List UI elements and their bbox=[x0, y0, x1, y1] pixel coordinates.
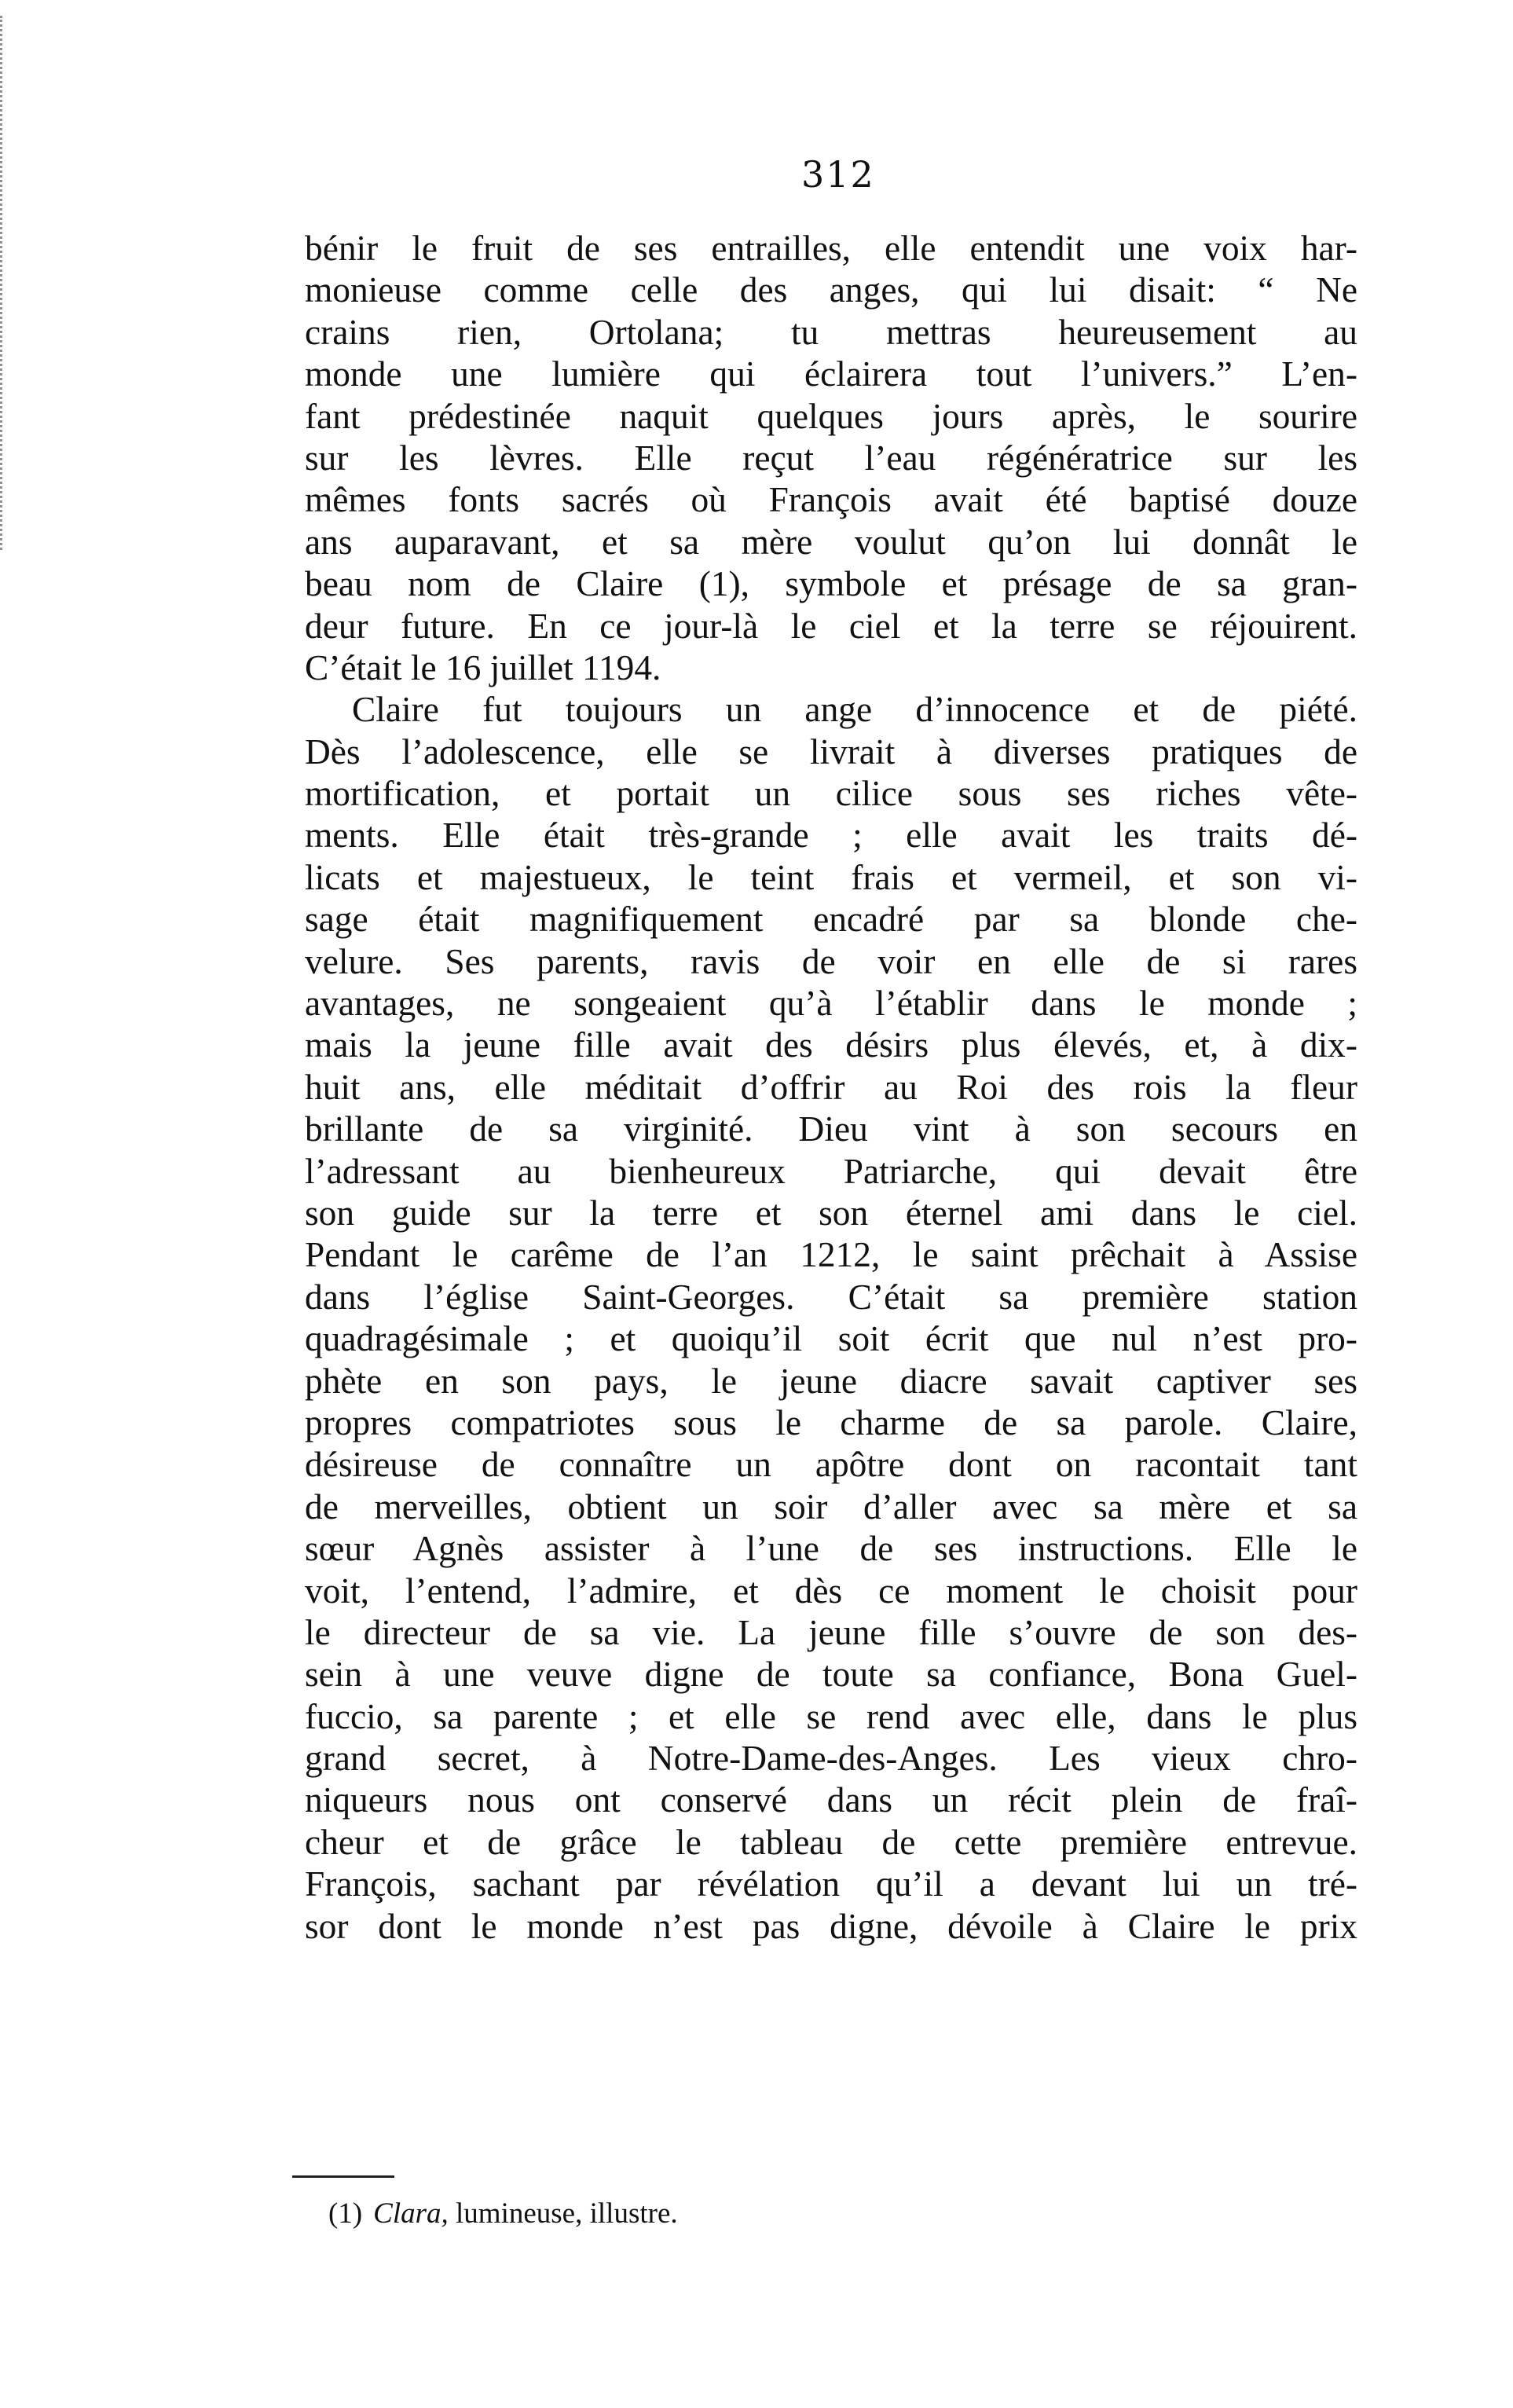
text-line: propres compatriotes sous le charme de sa parole. Claire, bbox=[305, 1402, 1357, 1442]
text-line: François, sachant par révélation qu’il a devant lui un tré- bbox=[305, 1864, 1357, 1904]
text-line: phète en son pays, le jeune diacre savait captiver ses bbox=[305, 1361, 1357, 1401]
text-line: velure. Ses parents, ravis de voir en elle de si rares bbox=[305, 941, 1357, 981]
page-number: 312 bbox=[801, 153, 875, 196]
footnote-divider bbox=[292, 2175, 394, 2178]
body-text bbox=[305, 228, 1357, 1948]
text-line: grand secret, à Notre-Dame-des-Anges. Les vieux chro- bbox=[305, 1739, 1357, 1779]
text-line: Dès l’adolescence, elle se livrait à diverses pratiques de bbox=[305, 731, 1357, 772]
text-line: C’était le 16 juillet 1194. bbox=[305, 647, 661, 687]
footnote-term: Clara, bbox=[373, 2197, 449, 2230]
text-line: sœur Agnès assister à l’une de ses instructions. Elle le bbox=[305, 1529, 1357, 1569]
text-line: désireuse de connaître un apôtre dont on racontait tant bbox=[305, 1445, 1357, 1485]
footnote bbox=[328, 2197, 678, 2231]
text-line: beau nom de Claire (1), symbole et présage de sa gran- bbox=[305, 564, 1357, 604]
text-line: Pendant le carême de l’an 1212, le saint prêchait à Assise bbox=[305, 1235, 1357, 1275]
text-line: mais la jeune fille avait des désirs plus élevés, et, à dix- bbox=[305, 1025, 1357, 1065]
text-line: mortification, et portait un cilice sous ses riches vête- bbox=[305, 774, 1357, 814]
text-line: mêmes fonts sacrés où François avait été baptisé douze bbox=[305, 480, 1357, 520]
text-line: dans l’église Saint-Georges. C’était sa première station bbox=[305, 1277, 1357, 1317]
text-line: voit, l’entend, l’admire, et dès ce moment le choisit pour bbox=[305, 1571, 1357, 1611]
scan-edge-marks bbox=[0, 16, 10, 550]
text-line: monieuse comme celle des anges, qui lui disait: “ Ne bbox=[305, 270, 1357, 310]
footnote-mark: (1) bbox=[328, 2197, 363, 2230]
text-line: niqueurs nous ont conservé dans un récit plein de fraî- bbox=[305, 1780, 1357, 1820]
text-line: le directeur de sa vie. La jeune fille s’ouvre de son des- bbox=[305, 1612, 1357, 1652]
text-line: brillante de sa virginité. Dieu vint à son secours en bbox=[305, 1109, 1357, 1149]
text-line: de merveilles, obtient un soir d’aller avec sa mère et sa bbox=[305, 1486, 1357, 1527]
text-line: sur les lèvres. Elle reçut l’eau régénératrice sur les bbox=[305, 438, 1357, 478]
text-line: licats et majestueux, le teint frais et vermeil, et son vi- bbox=[305, 857, 1357, 897]
text-line: bénir le fruit de ses entrailles, elle entendit une voix har- bbox=[305, 229, 1357, 268]
text-line: ments. Elle était très-grande ; elle avait les traits dé- bbox=[305, 815, 1357, 856]
text-line: quadragésimale ; et quoiqu’il soit écrit que nul n’est pro- bbox=[305, 1319, 1357, 1359]
text-line: monde une lumière qui éclairera tout l’univers.” L’en- bbox=[305, 354, 1357, 394]
text-line: fuccio, sa parente ; et elle se rend avec elle, dans le plus bbox=[305, 1696, 1357, 1736]
text-line: avantages, ne songeaient qu’à l’établir dans le monde ; bbox=[305, 984, 1357, 1024]
text-line: son guide sur la terre et son éternel ami dans le ciel. bbox=[305, 1193, 1357, 1233]
text-line: sein à une veuve digne de toute sa confiance, Bona Guel- bbox=[305, 1655, 1357, 1695]
text-line: ans auparavant, et sa mère voulut qu’on lui donnât le bbox=[305, 522, 1357, 562]
text-line: sage était magnifiquement encadré par sa blonde che- bbox=[305, 900, 1357, 940]
footnote-text: lumineuse, illustre. bbox=[456, 2197, 678, 2230]
text-line: fant prédestinée naquit quelques jours après, le sourire bbox=[305, 396, 1357, 436]
text-line: sor dont le monde n’est pas digne, dévoile à Claire le prix bbox=[305, 1906, 1357, 1946]
text-line: huit ans, elle méditait d’offrir au Roi des rois la fleur bbox=[305, 1067, 1357, 1107]
text-line: deur future. En ce jour-là le ciel et la terre se réjouirent. bbox=[305, 606, 1357, 646]
text-line: l’adressant au bienheureux Patriarche, qui devait être bbox=[305, 1151, 1357, 1191]
text-line: cheur et de grâce le tableau de cette première entrevue. bbox=[305, 1822, 1357, 1862]
text-line: crains rien, Ortolana; tu mettras heureusement au bbox=[305, 312, 1357, 352]
paragraph-start-line: Claire fut toujours un ange d’innocence et de piété. bbox=[352, 690, 1357, 730]
